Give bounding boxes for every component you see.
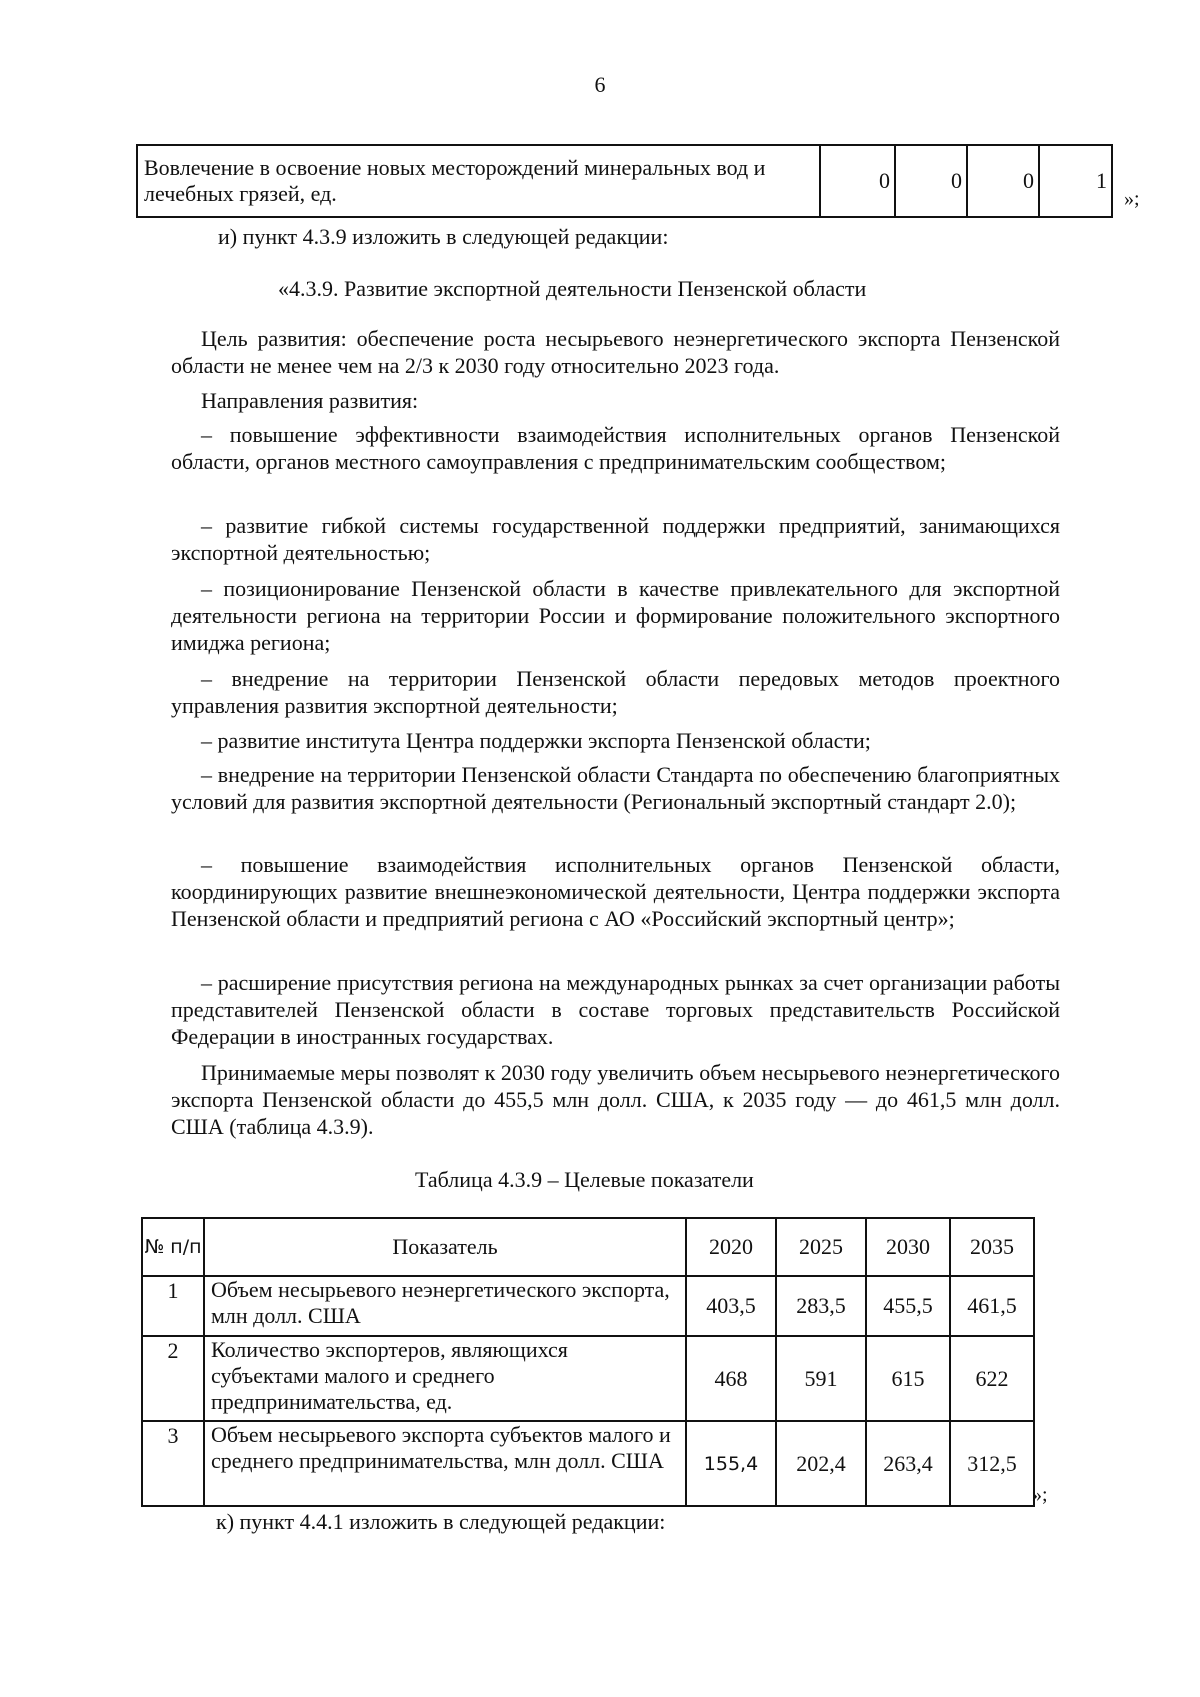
measures-paragraph: Принимаемые меры позволят к 2030 году увеличить объем несырьевого неэнергетического экспорта Пензенской области до 455,5 млн долл. США, к 2035 году — до 461,5 млн долл. США (таблица 4.3.9). bbox=[171, 1060, 1060, 1139]
table-row bbox=[137, 145, 1112, 217]
row-number: 2 bbox=[142, 1336, 204, 1421]
direction-item: – развитие института Центра поддержки экспорта Пензенской области; bbox=[201, 728, 871, 753]
table-row bbox=[142, 1336, 1034, 1421]
row-indicator: Количество экспортеров, являющихся субъектами малого и среднего предпринимательства, ед. bbox=[204, 1336, 686, 1421]
section-heading: «4.3.9. Развитие экспортной деятельности Пензенской области bbox=[278, 276, 867, 301]
item-k-text: к) пункт 4.4.1 изложить в следующей редакции: bbox=[216, 1509, 666, 1534]
header-year: 2025 bbox=[776, 1218, 866, 1276]
direction-item: – развитие гибкой системы государственной поддержки предприятий, занимающихся экспортной деятельностью; bbox=[171, 513, 1060, 565]
row-indicator: Объем несырьевого экспорта субъектов малого и среднего предпринимательства, млн долл. США bbox=[204, 1421, 686, 1506]
direction-item: – повышение эффективности взаимодействия исполнительных органов Пензенской области, органов местного самоуправления с предпринимательским сообществом; bbox=[171, 422, 1060, 474]
direction-item: – позиционирование Пензенской области в качестве привлекательного для экспортной деятельности региона на территории России и формирование положительного экспортного имиджа региона; bbox=[171, 576, 1060, 655]
indicator-table-continued bbox=[136, 144, 1113, 218]
row-value: 455,5 bbox=[866, 1276, 950, 1336]
row-value: 622 bbox=[950, 1336, 1034, 1421]
header-year: 2030 bbox=[866, 1218, 950, 1276]
row-number: 1 bbox=[142, 1276, 204, 1336]
goal-paragraph: Цель развития: обеспечение роста несырьевого неэнергетического экспорта Пензенской области не менее чем на 2/3 к 2030 году относительно 2023 года. bbox=[171, 326, 1060, 378]
header-year: 2020 bbox=[686, 1218, 776, 1276]
indicator-value: 0 bbox=[967, 145, 1039, 217]
target-indicators-table bbox=[141, 1217, 1035, 1507]
direction-item: – расширение присутствия региона на международных рынках за счет организации работы представителей Пензенской области в составе торговых представительств Российской Федерации в иностранных государствах. bbox=[171, 970, 1060, 1049]
header-number: № п/п bbox=[142, 1218, 204, 1276]
row-value: 461,5 bbox=[950, 1276, 1034, 1336]
row-value: 312,5 bbox=[950, 1421, 1034, 1506]
row-indicator: Объем несырьевого неэнергетического экспорта, млн долл. США bbox=[204, 1276, 686, 1336]
indicator-value: 0 bbox=[820, 145, 895, 217]
row-value: 283,5 bbox=[776, 1276, 866, 1336]
table-caption: Таблица 4.3.9 – Целевые показатели bbox=[415, 1167, 754, 1192]
directions-title: Направления развития: bbox=[201, 388, 419, 413]
row-value: 202,4 bbox=[776, 1421, 866, 1506]
direction-item: – повышение взаимодействия исполнительных органов Пензенской области, координирующих развитие внешнеэкономической деятельности, Центра поддержки экспорта Пензенской области и предприятий региона с АО «Российский экспортный центр»; bbox=[171, 852, 1060, 931]
indicator-label: Вовлечение в освоение новых месторождений минеральных вод и лечебных грязей, ед. bbox=[137, 145, 820, 217]
header-indicator: Показатель bbox=[204, 1218, 686, 1276]
closing-quote: »; bbox=[1124, 188, 1140, 210]
header-year: 2035 bbox=[950, 1218, 1034, 1276]
item-i-text: и) пункт 4.3.9 изложить в следующей редакции: bbox=[218, 224, 669, 249]
closing-quote: »; bbox=[1032, 1484, 1048, 1506]
table-row bbox=[142, 1276, 1034, 1336]
row-value: 263,4 bbox=[866, 1421, 950, 1506]
page-number: 6 bbox=[594, 72, 606, 97]
row-value: 615 bbox=[866, 1336, 950, 1421]
row-value: 155,4 bbox=[686, 1421, 776, 1506]
row-number: 3 bbox=[142, 1421, 204, 1506]
indicator-value: 0 bbox=[895, 145, 967, 217]
table-row bbox=[142, 1421, 1034, 1506]
indicator-value: 1 bbox=[1039, 145, 1112, 217]
table-header-row bbox=[142, 1218, 1034, 1276]
row-value: 468 bbox=[686, 1336, 776, 1421]
direction-item: – внедрение на территории Пензенской области передовых методов проектного управления развития экспортной деятельности; bbox=[171, 666, 1060, 718]
row-value: 403,5 bbox=[686, 1276, 776, 1336]
row-value: 591 bbox=[776, 1336, 866, 1421]
direction-item: – внедрение на территории Пензенской области Стандарта по обеспечению благоприятных условий для развития экспортной деятельности (Региональный экспортный стандарт 2.0); bbox=[171, 762, 1060, 814]
